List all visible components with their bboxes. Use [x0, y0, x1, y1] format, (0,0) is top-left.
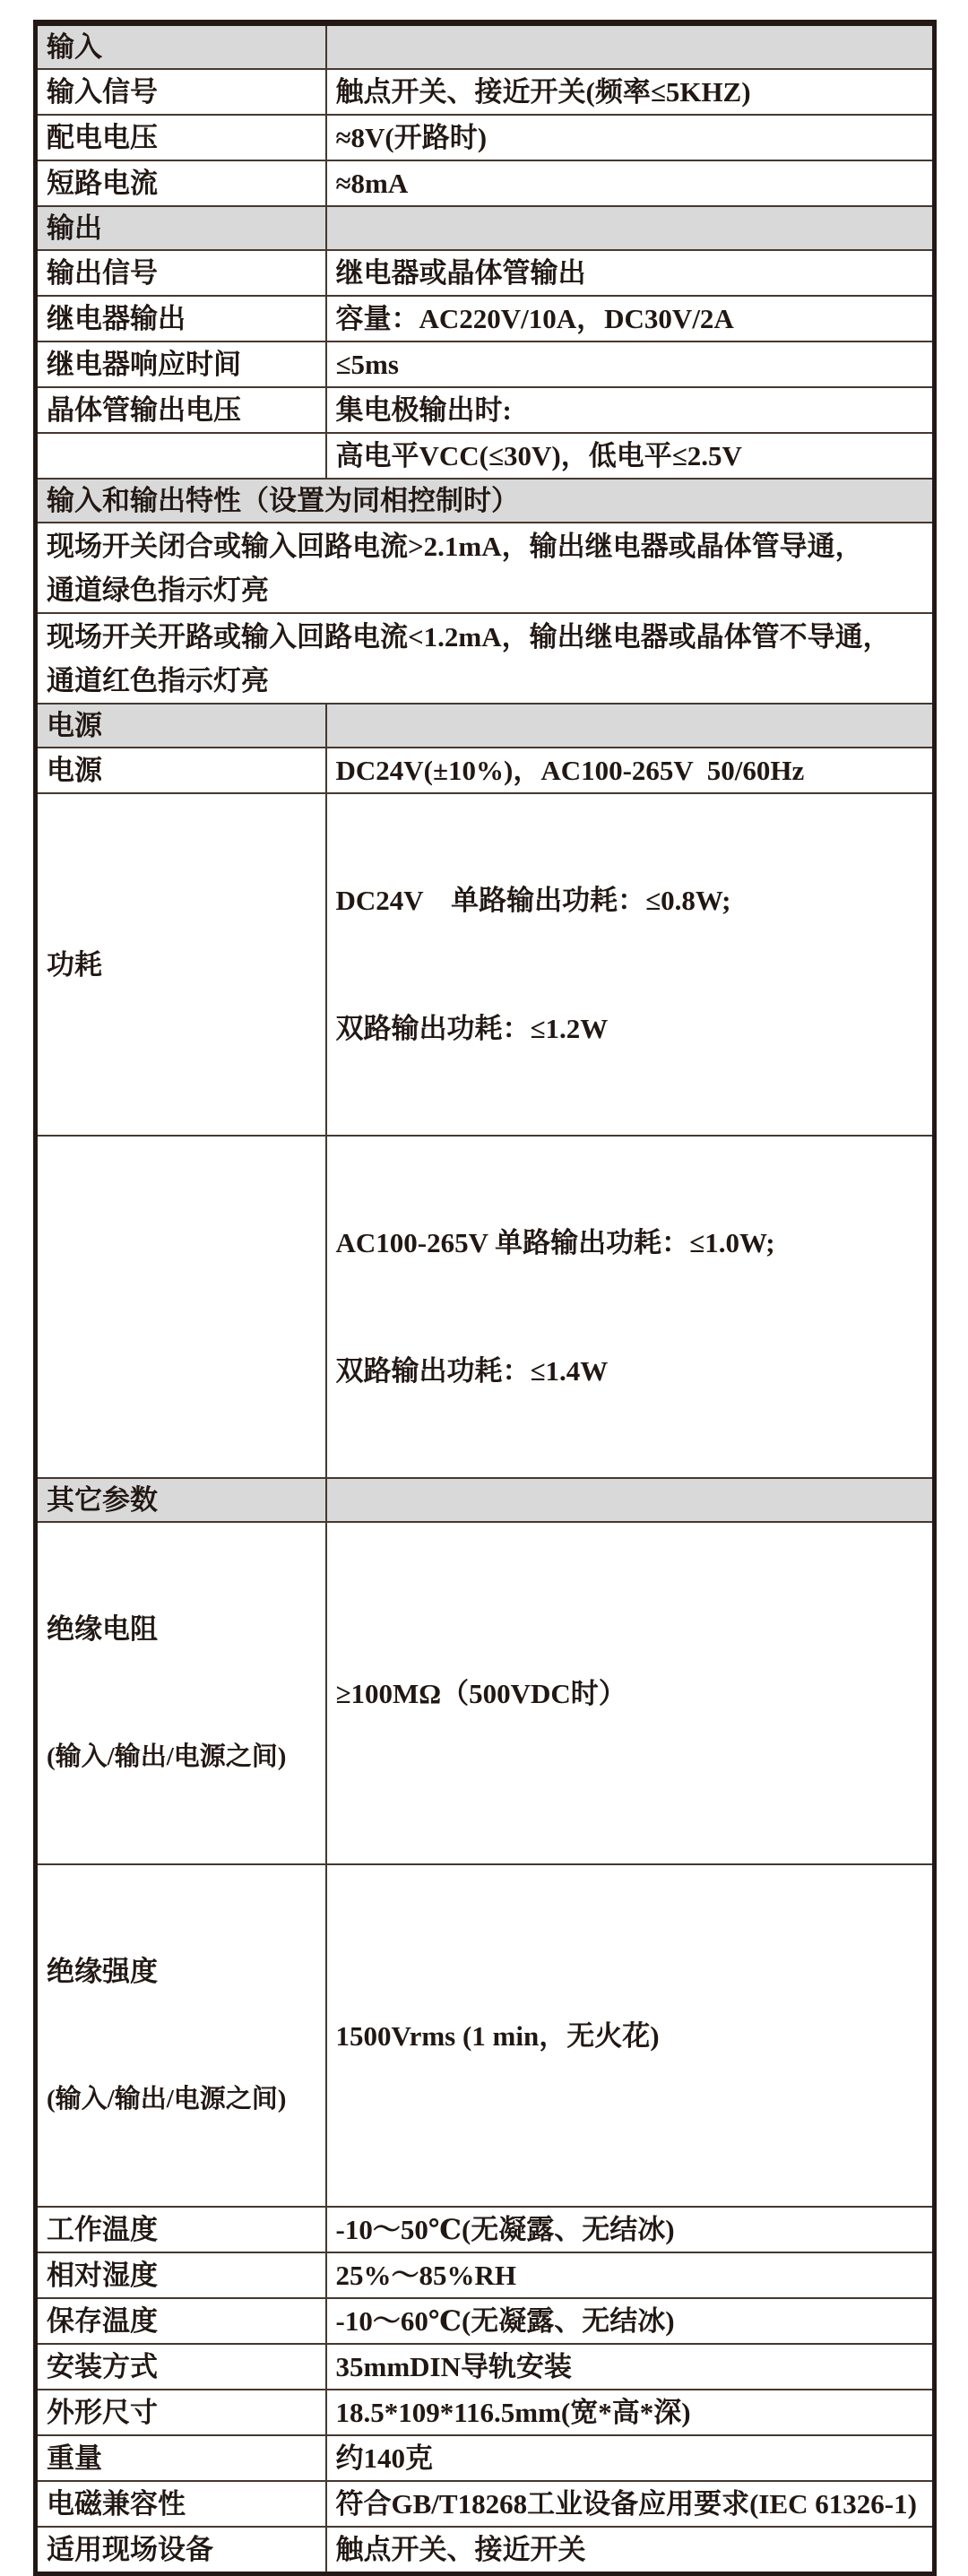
table-row [36, 2481, 935, 2527]
label-line: (输入/输出/电源之间) [47, 1742, 287, 1771]
table-row [36, 69, 935, 115]
spec-label-empty [36, 433, 326, 479]
spec-label: 重量 [36, 2435, 326, 2481]
spec-label: 相对湿度 [36, 2252, 326, 2298]
spec-value: ≤5ms [326, 341, 935, 387]
table-row [36, 2252, 935, 2298]
section-header-spacer [326, 1478, 935, 1522]
label-line: (输入/输出/电源之间) [47, 2085, 287, 2114]
spec-table [33, 20, 937, 2576]
value-line: AC100-265V 单路输出功耗：≤1.0W; [335, 1227, 775, 1258]
table-row [36, 793, 935, 1136]
spec-value: 符合GB/T18268工业设备应用要求(IEC 61326-1) [326, 2481, 935, 2527]
spec-label: 输入信号 [36, 69, 326, 115]
spec-value: -10～50℃(无凝露、无结冰) [326, 2207, 935, 2252]
spec-value: 容量：AC220V/10A，DC30V/2A [326, 296, 935, 341]
table-row [36, 2390, 935, 2435]
table-row [36, 523, 935, 613]
spec-label-empty [36, 1136, 326, 1478]
spec-label: 适用现场设备 [36, 2527, 326, 2574]
spec-label: 配电电压 [36, 115, 326, 160]
spec-value: 约140克 [326, 2435, 935, 2481]
spec-value: 触点开关、接近开关(频率≤5KHZ) [326, 69, 935, 115]
spec-label [36, 1864, 326, 2207]
text-line: 通道绿色指示灯亮 [47, 574, 269, 606]
section-header-spacer [326, 23, 935, 70]
spec-fullwidth-text [36, 523, 935, 613]
spec-value: 18.5*109*116.5mm(宽*高*深) [326, 2390, 935, 2435]
spec-value: 继电器或晶体管输出 [326, 250, 935, 296]
section-header: 电源 [36, 704, 326, 748]
table-row-section-output [36, 206, 935, 250]
value-line: 双路输出功耗：≤1.2W [335, 1013, 609, 1044]
spec-label: 继电器输出 [36, 296, 326, 341]
table-row-section-other [36, 1478, 935, 1522]
spec-value: 35mmDIN导轨安装 [326, 2344, 935, 2390]
table-row [36, 341, 935, 387]
spec-value: ≈8V(开路时) [326, 115, 935, 160]
table-row [36, 1522, 935, 1864]
table-row [36, 296, 935, 341]
value-line: DC24V 单路输出功耗：≤0.8W; [335, 885, 731, 916]
table-row [36, 115, 935, 160]
text-line: 通道红色指示灯亮 [47, 664, 269, 696]
spec-value: -10～60℃(无凝露、无结冰) [326, 2298, 935, 2344]
table-row [36, 1136, 935, 1478]
text-line: 现场开关闭合或输入回路电流>2.1mA，输出继电器或晶体管导通， [47, 530, 863, 562]
spec-label [36, 1522, 326, 1864]
spec-value [326, 793, 935, 1136]
spec-value: ≈8mA [326, 160, 935, 206]
spec-label: 电源 [36, 748, 326, 793]
spec-value: 高电平VCC(≤30V)，低电平≤2.5V [326, 433, 935, 479]
value-line: 双路输出功耗：≤1.4W [335, 1355, 609, 1387]
table-row [36, 2344, 935, 2390]
table-row-section-power [36, 704, 935, 748]
text-line: 现场开关开路或输入回路电流<1.2mA，输出继电器或晶体管不导通， [47, 620, 891, 653]
spec-label: 短路电流 [36, 160, 326, 206]
table-row [36, 1864, 935, 2207]
spec-value: 25%～85%RH [326, 2252, 935, 2298]
spec-label: 安装方式 [36, 2344, 326, 2390]
table-row [36, 748, 935, 793]
spec-label: 保存温度 [36, 2298, 326, 2344]
section-header: 输出 [36, 206, 326, 250]
value-line: ≥100MΩ（500VDC时） [335, 1677, 627, 1709]
table-row [36, 387, 935, 433]
spec-value: 集电极输出时: [326, 387, 935, 433]
spec-label: 功耗 [36, 793, 326, 1136]
table-row [36, 2207, 935, 2252]
table-row [36, 2435, 935, 2481]
spec-label: 输出信号 [36, 250, 326, 296]
section-header: 输入 [36, 23, 326, 70]
section-header-spacer [326, 704, 935, 748]
spec-fullwidth-text [36, 613, 935, 704]
section-header-spacer [326, 206, 935, 250]
spec-label: 电磁兼容性 [36, 2481, 326, 2527]
label-line: 绝缘强度 [47, 1956, 158, 1987]
section-header: 输入和输出特性（设置为同相控制时） [36, 479, 935, 523]
spec-value: 触点开关、接近开关 [326, 2527, 935, 2574]
table-row [36, 250, 935, 296]
spec-value [326, 1864, 935, 2207]
table-row-section-input [36, 23, 935, 70]
section-header: 其它参数 [36, 1478, 326, 1522]
table-row [36, 2298, 935, 2344]
spec-value [326, 1522, 935, 1864]
spec-value [326, 1136, 935, 1478]
table-row [36, 160, 935, 206]
table-row [36, 2527, 935, 2574]
spec-label: 工作温度 [36, 2207, 326, 2252]
spec-label: 继电器响应时间 [36, 341, 326, 387]
spec-value: DC24V(±10%)，AC100-265V 50/60Hz [326, 748, 935, 793]
label-line: 绝缘电阻 [47, 1613, 158, 1645]
spec-label: 外形尺寸 [36, 2390, 326, 2435]
value-line: 1500Vrms (1 min，无火花) [335, 2019, 660, 2052]
table-row [36, 433, 935, 479]
spec-label: 晶体管输出电压 [36, 387, 326, 433]
table-row [36, 613, 935, 704]
table-row-section-io-characteristics [36, 479, 935, 523]
